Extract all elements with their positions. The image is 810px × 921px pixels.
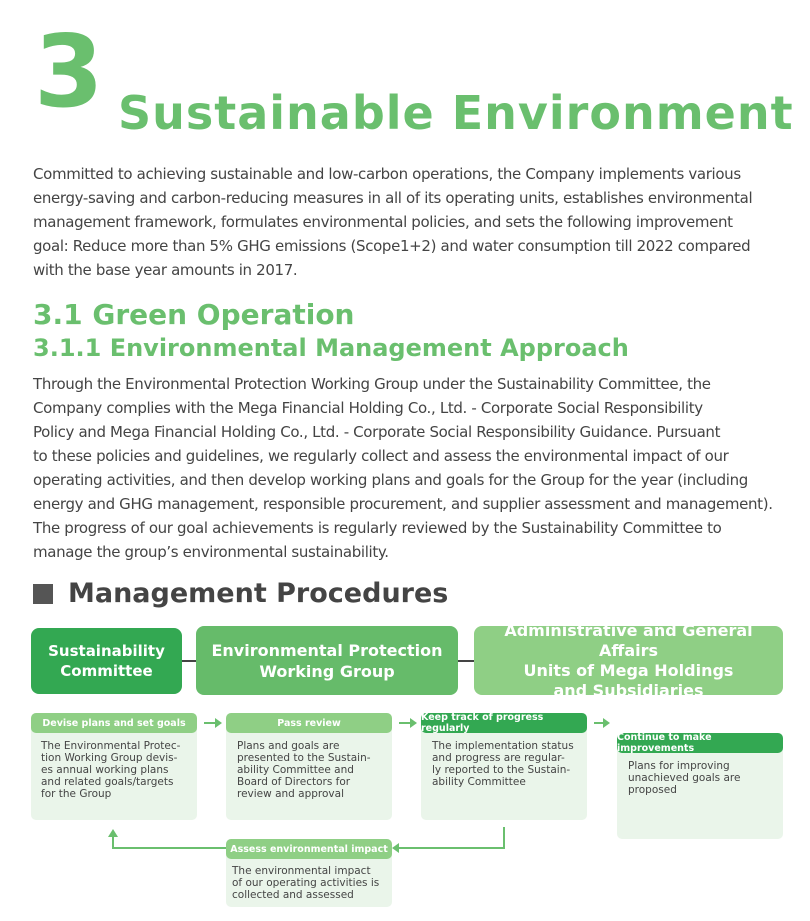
- step-text-line: unachieved goals are: [628, 772, 741, 784]
- step-text-line: proposed: [628, 784, 677, 796]
- step-text-line: The implementation status: [432, 740, 574, 752]
- step-text-line: Plans and goals are: [237, 740, 340, 752]
- approach-line: Company complies with the Mega Financial Holding Co., Ltd. - Corporate Social Responsibility: [33, 399, 703, 417]
- approach-line: energy and GHG management, responsible procurement, and supplier assessment and management).: [33, 495, 773, 513]
- step-text-line: ability Committee and: [237, 764, 354, 776]
- intro-line: management framework, formulates environmental policies, and sets the following improvement: [33, 213, 733, 231]
- approach-line: operating activities, and then develop working plans and goals for the Group for the year (including: [33, 471, 748, 489]
- step-text-line: The Environmental Protec-: [41, 740, 181, 752]
- step-text-line: ability Committee: [432, 776, 526, 788]
- arrow-head: [215, 718, 222, 728]
- arrow-head: [410, 718, 417, 728]
- step-text-line: and related goals/targets: [41, 776, 174, 788]
- chapter-title: Sustainable Environment: [118, 86, 794, 140]
- intro-line: goal: Reduce more than 5% GHG emissions (Scope1+2) and water consumption till 2022 compared: [33, 237, 751, 255]
- approach-line: Policy and Mega Financial Holding Co., Ltd. - Corporate Social Responsibility Guidance. Pursuant: [33, 423, 721, 441]
- procedures-title: Management Procedures: [68, 578, 449, 609]
- org-committee-line: Sustainability: [48, 642, 165, 660]
- step-text-line: Plans for improving: [628, 760, 730, 772]
- step-text-line: for the Group: [41, 788, 112, 800]
- step-text-line: ly reported to the Sustain-: [432, 764, 571, 776]
- step-text-line: presented to the Sustain-: [237, 752, 371, 764]
- intro-line: with the base year amounts in 2017.: [33, 261, 298, 279]
- approach-line: The progress of our goal achievements is regularly reviewed by the Sustainability Committee to: [33, 519, 722, 537]
- approach-line: to these policies and guidelines, we regularly collect and assess the environmental impact of our: [33, 447, 729, 465]
- section-subheading: 3.1.1 Environmental Management Approach: [33, 334, 629, 362]
- step-label-track: Keep track of progress regularly: [421, 713, 587, 733]
- step-text-line: The environmental impact: [232, 865, 371, 877]
- arrow-head: [108, 829, 118, 837]
- org-units-line: Administrative and General Affairs: [504, 620, 753, 660]
- arrow-track-assess: [398, 827, 504, 848]
- arrow-head: [392, 843, 399, 853]
- step-label-devise: Devise plans and set goals: [31, 713, 197, 733]
- chapter-number: 3: [34, 13, 102, 130]
- step-text-line: tion Working Group devis-: [41, 752, 178, 764]
- step-text-line: review and approval: [237, 788, 344, 800]
- step-text-line: and progress are regular-: [432, 752, 565, 764]
- org-units-line: and Subsidiaries: [553, 680, 704, 700]
- org-committee-line: Committee: [60, 662, 153, 680]
- step-text-line: Board of Directors for: [237, 776, 351, 788]
- approach-line: manage the group’s environmental sustainability.: [33, 543, 389, 561]
- step-text-line: es annual working plans: [41, 764, 169, 776]
- step-label-review: Pass review: [226, 713, 392, 733]
- step-label-assess: Assess environmental impact: [226, 839, 392, 859]
- step-label-improve: Continue to make improvements: [617, 733, 783, 753]
- org-units-line: Units of Mega Holdings: [523, 660, 734, 680]
- approach-line: Through the Environmental Protection Working Group under the Sustainability Committee, the: [33, 375, 711, 393]
- section-heading: 3.1 Green Operation: [33, 298, 355, 331]
- org-working-group-line: Working Group: [259, 661, 395, 681]
- arrow-head: [603, 718, 610, 728]
- org-working-group-line: Environmental Protection: [211, 640, 443, 660]
- step-text-line: of our operating activities is: [232, 877, 380, 889]
- arrow-assess-devise: [113, 836, 226, 848]
- intro-line: Committed to achieving sustainable and low-carbon operations, the Company implements various: [33, 165, 741, 183]
- intro-line: energy-saving and carbon-reducing measures in all of its operating units, establishes environmental: [33, 189, 753, 207]
- step-text-line: collected and assessed: [232, 889, 354, 901]
